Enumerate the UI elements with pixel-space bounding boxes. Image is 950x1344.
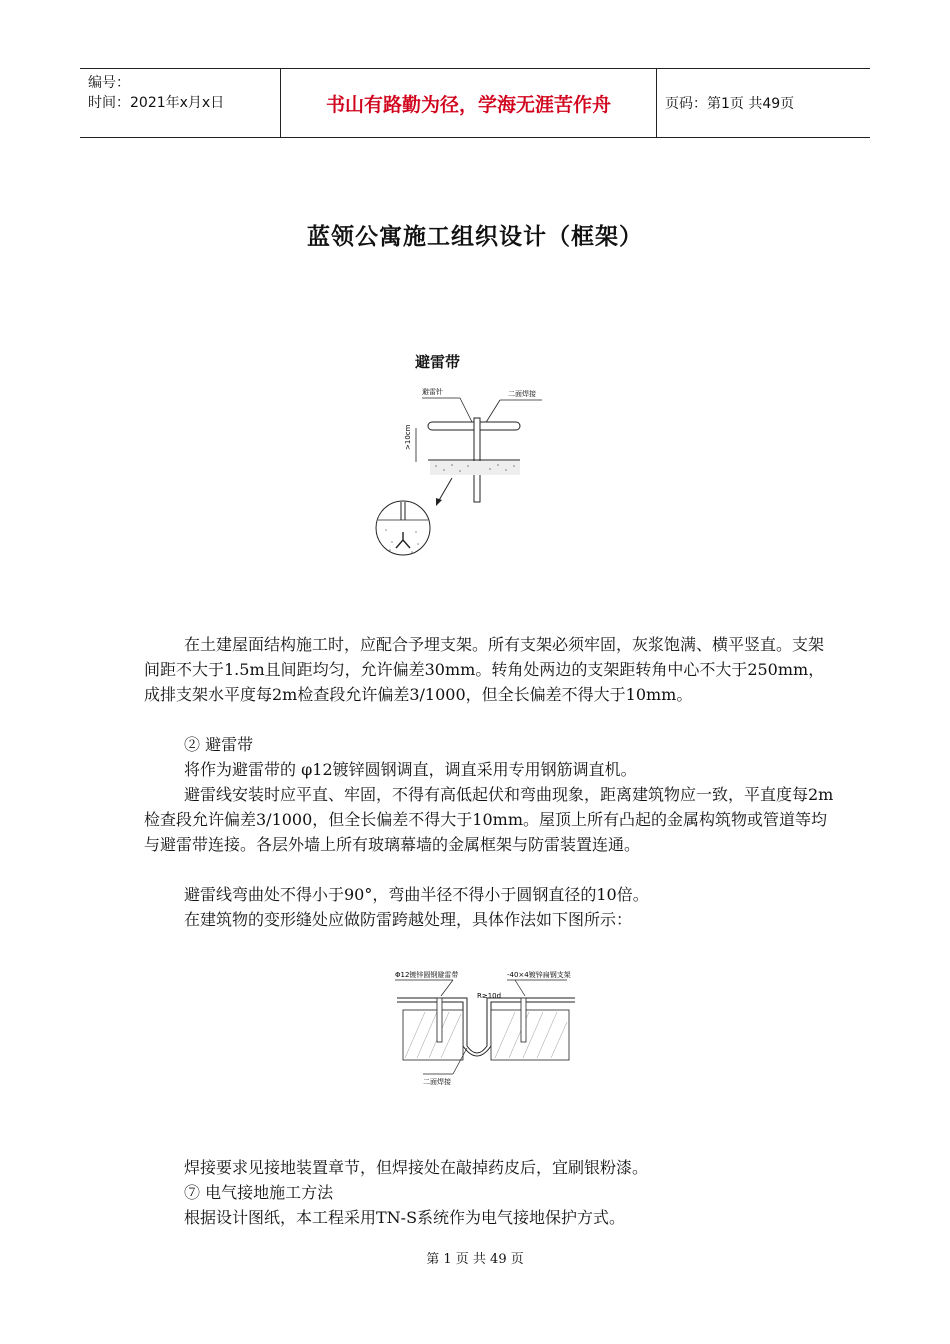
- paragraph-tns: 根据设计图纸，本工程采用TN-S系统作为电气接地保护方式。: [184, 1208, 626, 1227]
- paragraph-expansion-joint: 在建筑物的变形缝处应做防雷跨越处理，具体作法如下图所示：: [184, 910, 633, 929]
- paragraph-heading-grounding: ⑦ 电气接地施工方法: [184, 1183, 334, 1202]
- callout-bottom: 二面焊接: [423, 1078, 451, 1086]
- motto: 书山有路勤为径，学海无涯苦作舟: [281, 69, 657, 137]
- dim-label-2: R≥10d: [477, 992, 502, 1000]
- paragraph-welding: 焊接要求见接地装置章节，但焊接处在敲掉药皮后，宜刷银粉漆。: [184, 1158, 649, 1177]
- paragraph-bend: 避雷线弯曲处不得小于90°，弯曲半径不得小于圆钢直径的10倍。: [184, 885, 649, 904]
- dim-label: >10cm: [404, 424, 412, 450]
- document-title: 蓝领公寓施工组织设计（框架）: [307, 223, 643, 250]
- lightning-strip-diagram: [370, 380, 550, 575]
- paragraph-supports: 在土建屋面结构施工时，应配合予埋支架。所有支架必须牢固，灰浆饱满、横平竖直。支架间距不大于1.5m且间距均匀，允许偏差30mm。转角处两边的支架距转角中心不大于250mm，成排支架水平度每2m检查段允许偏差3/1000，但全长偏差不得大于10mm。: [144, 635, 825, 704]
- callout-left: Φ12镀锌圆钢避雷带: [395, 971, 459, 979]
- page-footer: 第 1 页 共 49 页: [426, 1252, 524, 1267]
- paragraph-heading-strip: ② 避雷带: [184, 735, 254, 754]
- time-label: 时间：2021年x月x日: [88, 95, 225, 111]
- paragraph-install: 避雷线安装时应平直、牢固，不得有高低起伏和弯曲现象，距离建筑物应一致，平直度每2m检查段允许偏差3/1000，但全长偏差不得大于10mm。屋顶上所有凸起的金属构筑物或管道等均与避雷带连接。各层外墙上所有玻璃幕墙的金属框架与防雷装置连通。: [144, 785, 834, 854]
- header-left-cell: [80, 69, 281, 137]
- page-header: [80, 68, 870, 138]
- figure1-label: 避雷带: [415, 353, 461, 371]
- page-info: 页码：第1页 共49页: [665, 96, 795, 112]
- expansion-joint-diagram: [395, 968, 585, 1088]
- paragraph-straighten: 将作为避雷带的 φ12镀锌圆钢调直，调直采用专用钢筋调直机。: [184, 760, 637, 779]
- number-label: 编号：: [88, 75, 130, 91]
- callout-right: -40×4镀锌扁钢支架: [507, 971, 571, 979]
- callout-rod: 避雷针: [422, 388, 443, 396]
- callout-weld: 二面焊接: [508, 390, 536, 398]
